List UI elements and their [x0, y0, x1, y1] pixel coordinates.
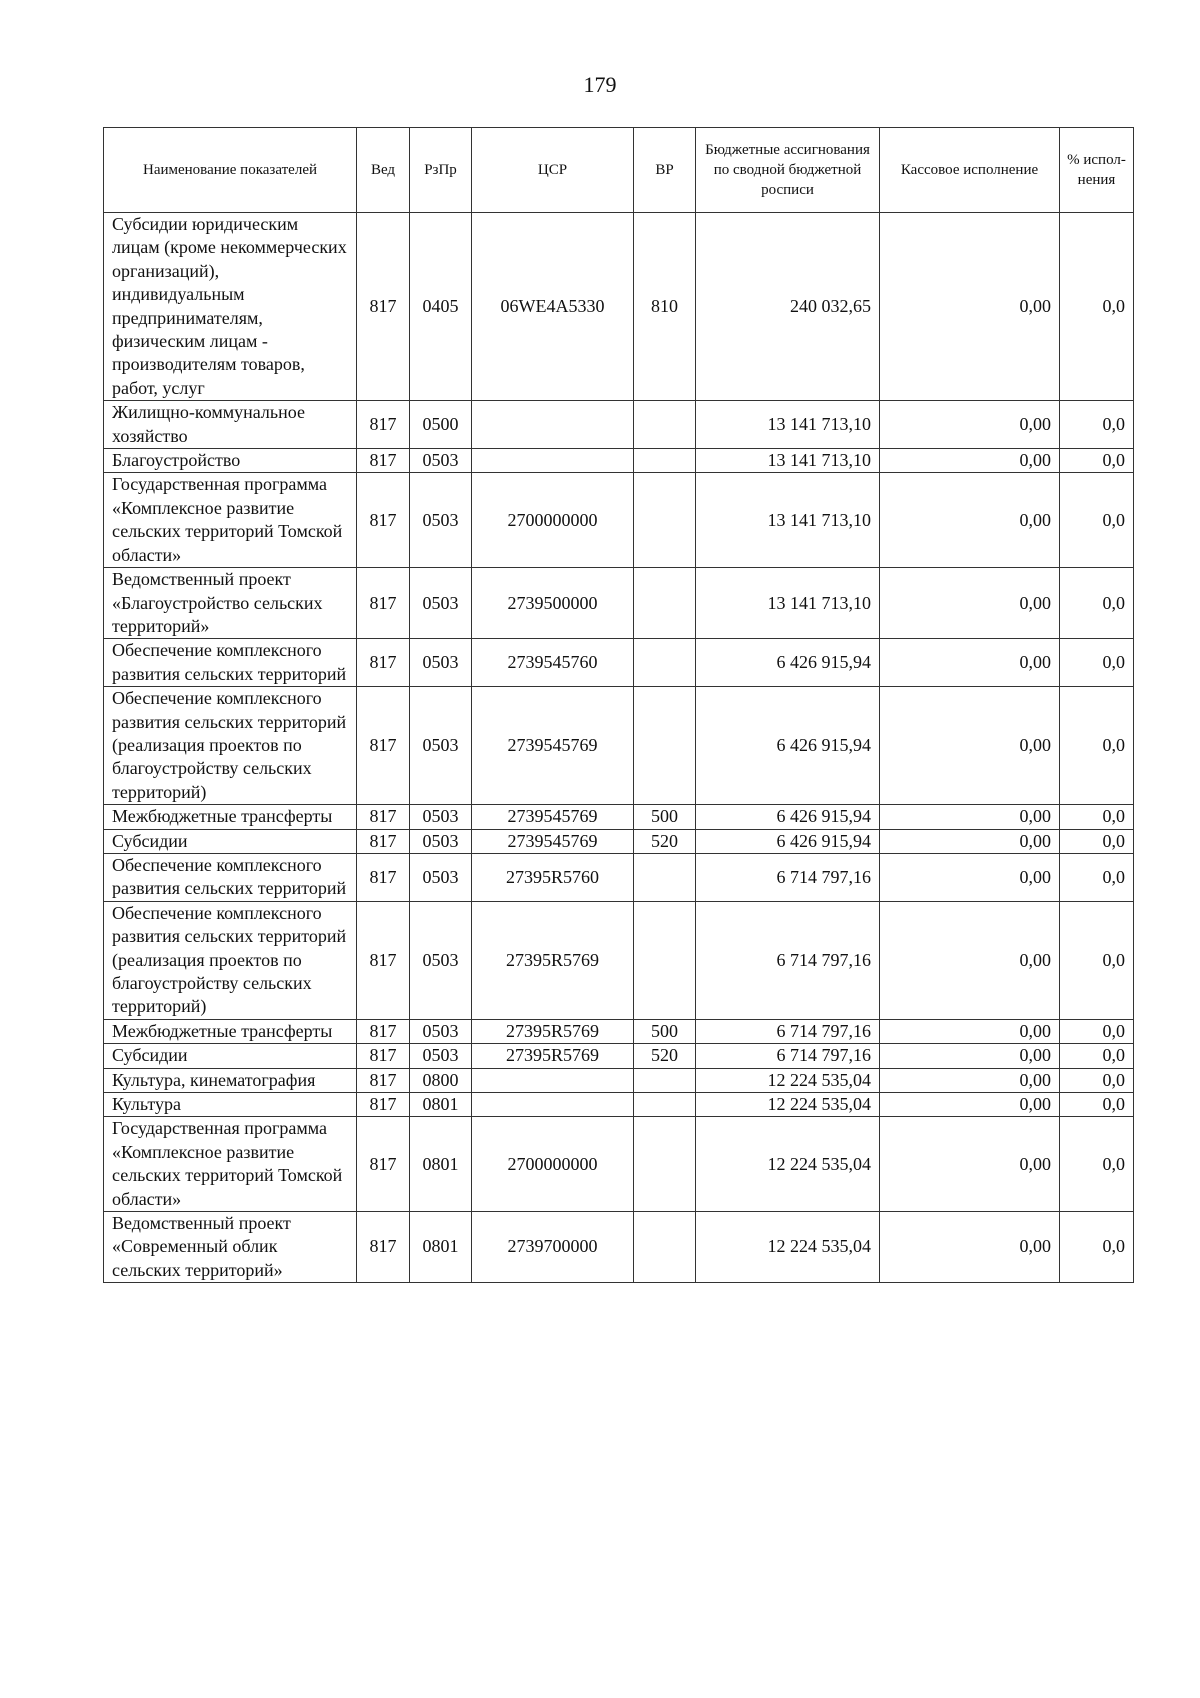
cell-budget: 6 714 797,16 — [696, 901, 880, 1019]
cell-ved: 817 — [357, 901, 410, 1019]
cell-rzpr: 0503 — [410, 687, 472, 805]
cell-ved: 817 — [357, 1117, 410, 1212]
cell-ved: 817 — [357, 213, 410, 401]
budget-table — [103, 127, 1134, 1283]
cell-cash: 0,00 — [880, 449, 1060, 473]
cell-rzpr: 0503 — [410, 901, 472, 1019]
table-row — [104, 473, 1134, 568]
table-row — [104, 687, 1134, 805]
cell-percent: 0,0 — [1060, 639, 1134, 687]
cell-budget: 13 141 713,10 — [696, 473, 880, 568]
cell-percent: 0,0 — [1060, 213, 1134, 401]
cell-name: Жилищно-коммунальное хозяйство — [104, 401, 357, 449]
cell-name: Обеспечение комплексного развития сельских территорий (реализация проектов по благоустройству сельских территорий) — [104, 687, 357, 805]
cell-vr: 500 — [634, 1019, 696, 1043]
cell-vr — [634, 1212, 696, 1283]
table-row — [104, 1044, 1134, 1068]
table-row — [104, 401, 1134, 449]
cell-percent: 0,0 — [1060, 1093, 1134, 1117]
cell-csr: 2700000000 — [472, 473, 634, 568]
cell-vr: 520 — [634, 829, 696, 853]
cell-ved: 817 — [357, 473, 410, 568]
cell-vr: 520 — [634, 1044, 696, 1068]
header-csr: ЦСР — [472, 128, 634, 213]
cell-rzpr: 0503 — [410, 805, 472, 829]
cell-ved: 817 — [357, 401, 410, 449]
table-row — [104, 1093, 1134, 1117]
cell-percent: 0,0 — [1060, 829, 1134, 853]
cell-ved: 817 — [357, 829, 410, 853]
cell-name: Обеспечение комплексного развития сельских территорий — [104, 639, 357, 687]
cell-vr — [634, 473, 696, 568]
cell-ved: 817 — [357, 449, 410, 473]
cell-csr: 27395R5760 — [472, 853, 634, 901]
cell-cash: 0,00 — [880, 1117, 1060, 1212]
cell-csr — [472, 449, 634, 473]
cell-budget: 12 224 535,04 — [696, 1212, 880, 1283]
cell-csr: 2739500000 — [472, 568, 634, 639]
cell-rzpr: 0500 — [410, 401, 472, 449]
header-vr: ВР — [634, 128, 696, 213]
cell-csr: 2739700000 — [472, 1212, 634, 1283]
cell-rzpr: 0503 — [410, 1019, 472, 1043]
cell-rzpr: 0503 — [410, 449, 472, 473]
cell-percent: 0,0 — [1060, 1212, 1134, 1283]
cell-ved: 817 — [357, 1212, 410, 1283]
header-budget: Бюджетные ассигнования по сводной бюджетной росписи — [696, 128, 880, 213]
cell-budget: 12 224 535,04 — [696, 1117, 880, 1212]
cell-csr: 27395R5769 — [472, 901, 634, 1019]
cell-csr: 27395R5769 — [472, 1019, 634, 1043]
cell-vr: 500 — [634, 805, 696, 829]
cell-vr — [634, 853, 696, 901]
cell-cash: 0,00 — [880, 213, 1060, 401]
cell-percent: 0,0 — [1060, 853, 1134, 901]
cell-cash: 0,00 — [880, 901, 1060, 1019]
cell-csr: 2739545769 — [472, 805, 634, 829]
table-row — [104, 829, 1134, 853]
cell-name: Субсидии — [104, 829, 357, 853]
table-body — [104, 213, 1134, 1283]
table-row — [104, 568, 1134, 639]
cell-csr: 2739545769 — [472, 687, 634, 805]
cell-budget: 6 714 797,16 — [696, 853, 880, 901]
table-row — [104, 213, 1134, 401]
table-row — [104, 901, 1134, 1019]
cell-csr: 27395R5769 — [472, 1044, 634, 1068]
cell-cash: 0,00 — [880, 568, 1060, 639]
cell-vr — [634, 1117, 696, 1212]
cell-ved: 817 — [357, 1068, 410, 1092]
cell-cash: 0,00 — [880, 401, 1060, 449]
cell-budget: 13 141 713,10 — [696, 401, 880, 449]
cell-vr — [634, 687, 696, 805]
cell-name: Межбюджетные трансферты — [104, 805, 357, 829]
cell-budget: 6 714 797,16 — [696, 1044, 880, 1068]
cell-cash: 0,00 — [880, 829, 1060, 853]
cell-rzpr: 0801 — [410, 1212, 472, 1283]
table-row — [104, 639, 1134, 687]
header-ved: Вед — [357, 128, 410, 213]
cell-ved: 817 — [357, 568, 410, 639]
cell-budget: 6 426 915,94 — [696, 805, 880, 829]
cell-percent: 0,0 — [1060, 901, 1134, 1019]
cell-name: Благоустройство — [104, 449, 357, 473]
cell-csr: 2739545760 — [472, 639, 634, 687]
cell-budget: 12 224 535,04 — [696, 1068, 880, 1092]
cell-cash: 0,00 — [880, 853, 1060, 901]
cell-budget: 6 426 915,94 — [696, 639, 880, 687]
table-row — [104, 1117, 1134, 1212]
cell-vr — [634, 568, 696, 639]
cell-cash: 0,00 — [880, 687, 1060, 805]
cell-name: Культура — [104, 1093, 357, 1117]
cell-name: Государственная программа «Комплексное развитие сельских территорий Томской области» — [104, 1117, 357, 1212]
cell-rzpr: 0503 — [410, 1044, 472, 1068]
cell-name: Межбюджетные трансферты — [104, 1019, 357, 1043]
cell-percent: 0,0 — [1060, 1019, 1134, 1043]
cell-cash: 0,00 — [880, 473, 1060, 568]
header-percent: % испол-нения — [1060, 128, 1134, 213]
cell-budget: 6 426 915,94 — [696, 687, 880, 805]
cell-name: Обеспечение комплексного развития сельских территорий (реализация проектов по благоустройству сельских территорий) — [104, 901, 357, 1019]
cell-name: Субсидии — [104, 1044, 357, 1068]
cell-vr — [634, 901, 696, 1019]
cell-cash: 0,00 — [880, 1068, 1060, 1092]
cell-ved: 817 — [357, 687, 410, 805]
cell-percent: 0,0 — [1060, 1117, 1134, 1212]
cell-percent: 0,0 — [1060, 687, 1134, 805]
table-row — [104, 1212, 1134, 1283]
cell-budget: 13 141 713,10 — [696, 449, 880, 473]
cell-vr — [634, 1068, 696, 1092]
cell-percent: 0,0 — [1060, 805, 1134, 829]
header-cash: Кассовое исполнение — [880, 128, 1060, 213]
cell-percent: 0,0 — [1060, 449, 1134, 473]
cell-percent: 0,0 — [1060, 568, 1134, 639]
cell-percent: 0,0 — [1060, 1068, 1134, 1092]
cell-csr — [472, 1068, 634, 1092]
cell-ved: 817 — [357, 1019, 410, 1043]
table-row — [104, 805, 1134, 829]
cell-rzpr: 0503 — [410, 853, 472, 901]
cell-cash: 0,00 — [880, 1019, 1060, 1043]
cell-vr: 810 — [634, 213, 696, 401]
cell-rzpr: 0503 — [410, 639, 472, 687]
cell-cash: 0,00 — [880, 639, 1060, 687]
cell-percent: 0,0 — [1060, 401, 1134, 449]
cell-cash: 0,00 — [880, 1044, 1060, 1068]
cell-name: Обеспечение комплексного развития сельских территорий — [104, 853, 357, 901]
cell-cash: 0,00 — [880, 1093, 1060, 1117]
cell-vr — [634, 449, 696, 473]
cell-csr: 06WE4A5330 — [472, 213, 634, 401]
cell-rzpr: 0503 — [410, 568, 472, 639]
header-name: Наименование показателей — [104, 128, 357, 213]
cell-rzpr: 0801 — [410, 1117, 472, 1212]
cell-rzpr: 0801 — [410, 1093, 472, 1117]
cell-name: Ведомственный проект «Благоустройство сельских территорий» — [104, 568, 357, 639]
cell-csr — [472, 401, 634, 449]
cell-budget: 13 141 713,10 — [696, 568, 880, 639]
cell-ved: 817 — [357, 1093, 410, 1117]
cell-rzpr: 0503 — [410, 829, 472, 853]
header-rzpr: РзПр — [410, 128, 472, 213]
cell-vr — [634, 639, 696, 687]
table-row — [104, 1068, 1134, 1092]
table-row — [104, 449, 1134, 473]
cell-vr — [634, 1093, 696, 1117]
page-number: 179 — [583, 72, 617, 97]
cell-vr — [634, 401, 696, 449]
cell-ved: 817 — [357, 805, 410, 829]
cell-percent: 0,0 — [1060, 473, 1134, 568]
cell-percent: 0,0 — [1060, 1044, 1134, 1068]
cell-cash: 0,00 — [880, 1212, 1060, 1283]
cell-name: Субсидии юридическим лицам (кроме некоммерческих организаций), индивидуальным предпринимателям, физическим лицам - производителям товаров, работ, услуг — [104, 213, 357, 401]
table-row — [104, 1019, 1134, 1043]
cell-csr — [472, 1093, 634, 1117]
cell-name: Ведомственный проект «Современный облик сельских территорий» — [104, 1212, 357, 1283]
cell-cash: 0,00 — [880, 805, 1060, 829]
cell-rzpr: 0503 — [410, 473, 472, 568]
cell-rzpr: 0405 — [410, 213, 472, 401]
cell-budget: 6 426 915,94 — [696, 829, 880, 853]
cell-name: Культура, кинематография — [104, 1068, 357, 1092]
cell-budget: 240 032,65 — [696, 213, 880, 401]
cell-budget: 6 714 797,16 — [696, 1019, 880, 1043]
table-header-row — [104, 128, 1134, 213]
cell-rzpr: 0800 — [410, 1068, 472, 1092]
cell-csr: 2739545769 — [472, 829, 634, 853]
cell-csr: 2700000000 — [472, 1117, 634, 1212]
table-row — [104, 853, 1134, 901]
cell-ved: 817 — [357, 1044, 410, 1068]
cell-ved: 817 — [357, 639, 410, 687]
cell-ved: 817 — [357, 853, 410, 901]
cell-name: Государственная программа «Комплексное развитие сельских территорий Томской области» — [104, 473, 357, 568]
cell-budget: 12 224 535,04 — [696, 1093, 880, 1117]
